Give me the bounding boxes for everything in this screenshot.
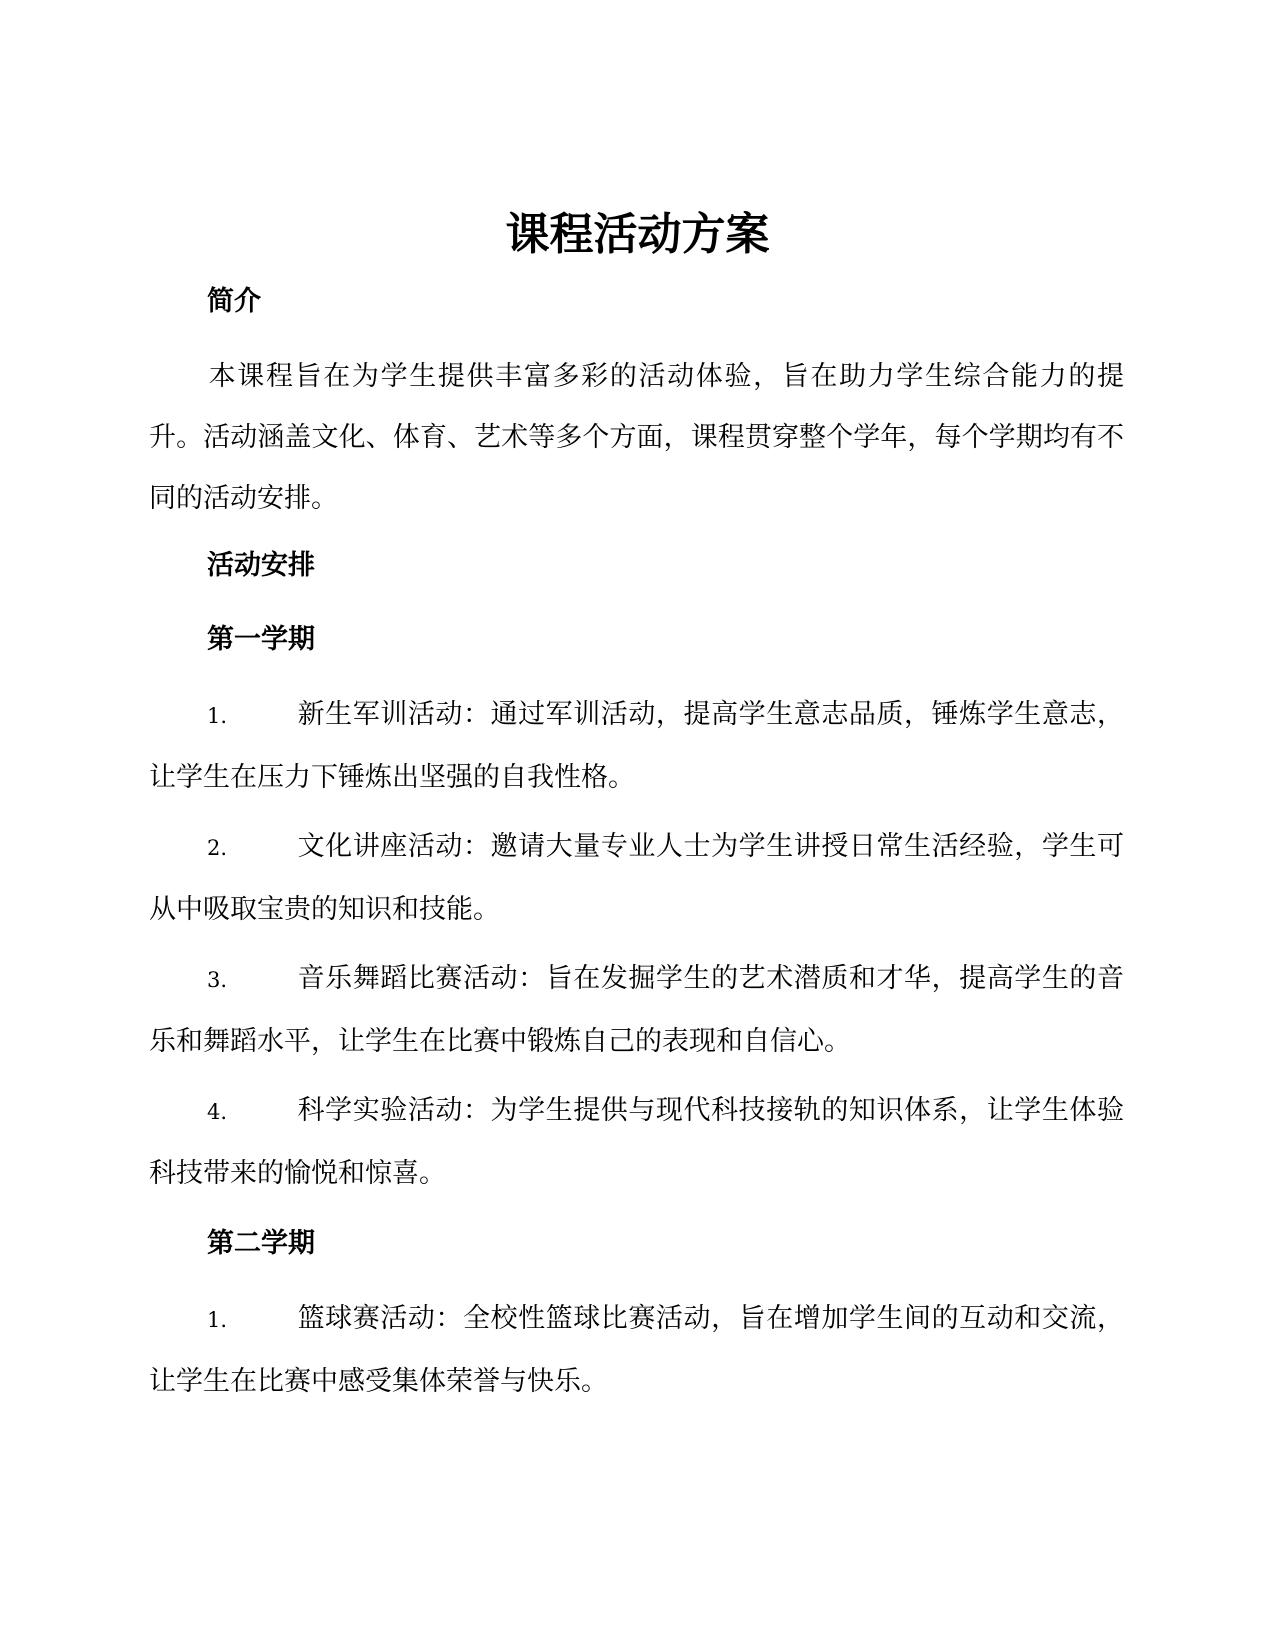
item-text: 篮球赛活动：全校性篮球比赛活动，旨在增加学生间的互动和交流，让学生在比赛中感受集体荣誉与快乐。 — [149, 1303, 1124, 1397]
item-number: 2. — [207, 836, 228, 860]
item-number: 1. — [207, 704, 228, 728]
item-number: 1. — [207, 1308, 228, 1332]
term1-item — [149, 816, 1124, 940]
schedule-heading: 活动安排 — [207, 550, 315, 581]
item-text: 科学实验活动：为学生提供与现代科技接轨的知识体系，让学生体验科技带来的愉悦和惊喜。 — [149, 1095, 1124, 1189]
term1-item — [149, 684, 1124, 808]
intro-heading: 简介 — [207, 286, 261, 317]
item-number: 4. — [207, 1100, 228, 1124]
item-text: 音乐舞蹈比赛活动：旨在发掘学生的艺术潜质和才华，提高学生的音乐和舞蹈水平，让学生在比赛中锻炼自己的表现和自信心。 — [149, 963, 1124, 1057]
item-text: 文化讲座活动：邀请大量专业人士为学生讲授日常生活经验，学生可从中吸取宝贵的知识和技能。 — [149, 831, 1124, 925]
term1-heading: 第一学期 — [207, 624, 315, 655]
intro-paragraph — [149, 346, 1124, 529]
term1-item — [149, 1080, 1124, 1204]
term1-item — [149, 948, 1124, 1072]
item-number: 3. — [207, 968, 228, 992]
item-text: 新生军训活动：通过军训活动，提高学生意志品质，锤炼学生意志，让学生在压力下锤炼出坚强的自我性格。 — [149, 699, 1124, 793]
document-title: 课程活动方案 — [505, 209, 770, 260]
term2-heading: 第二学期 — [207, 1228, 315, 1259]
term2-item — [149, 1288, 1124, 1412]
intro-text: 本课程旨在为学生提供丰富多彩的活动体验，旨在助力学生综合能力的提升。活动涵盖文化、体育、艺术等多个方面，课程贯穿整个学年，每个学期均有不同的活动安排。 — [149, 361, 1124, 514]
